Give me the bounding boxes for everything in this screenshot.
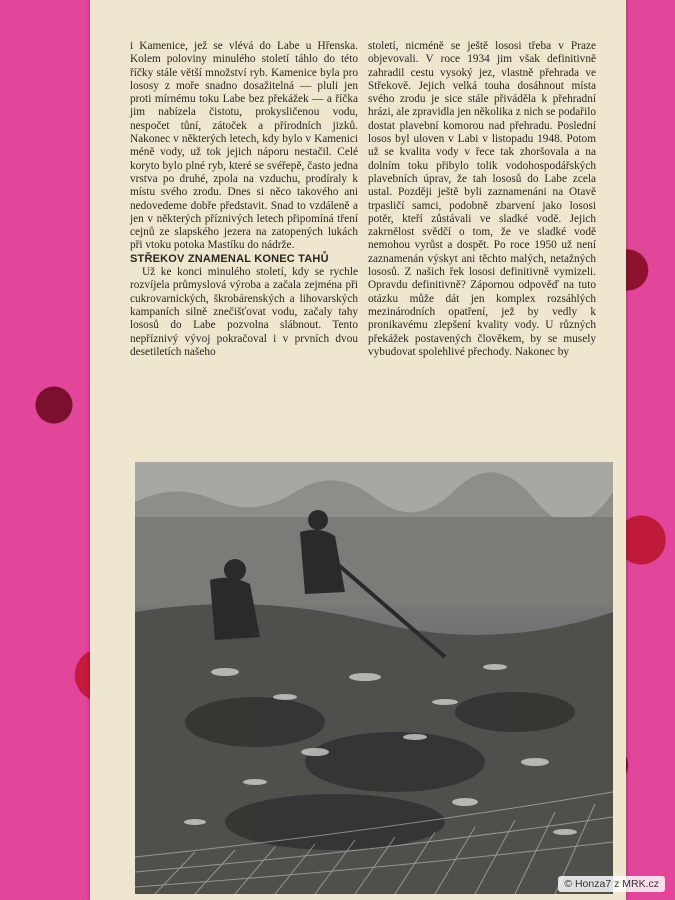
fishing-photo <box>135 462 613 894</box>
article-right-column <box>368 40 596 359</box>
copyright-watermark: © Honza7 z MRK.cz <box>558 876 665 892</box>
article-left-column <box>130 40 358 359</box>
article-paragraph: století, nicméně se ještě lososi třeba v Praze objevovali. V roce 1934 jim však definitivně zahradil cestu vysoký jez, vlastně přehrada ve Střekově. Jejich velká touha dosáhnout místa svého zrodu je sice stále přiváděla k přehradní hrázi, ale zpravidla jen několika z nich se podařilo dostat plavební komorou nad přehradu. Poslední losos byl uloven v Labi v listopadu 1948. Potom už se kvalita vody v řece tak zhoršovala a na dolním toku přibylo tolik vodohospodářských plavebních úprav, že tah lososů do Labe zcela ustal. Později ještě byli zaznamenáni na Otavě trpasličí samci, podobně zbarvení jako lososi potěr, kteří zůstávali ve sladké vodě. Jejich zakrnělost svědčí o tom, že ve sladké vodě nemohou vyrůst a dospět. Po roce 1950 už není zaznamenán výskyt ani těchto malých, netažných lososů. Z našich řek lososi definitivně vymizeli. Opravdu definitivně? Zápornou odpověď na tuto otázku může dát jen komplex rozsáhlých mezinárodních opatření, jež by vedly k pronikavému zlepšení kvality vody. U různých překážek postavených člověkem, by se musely vybudovat spolehlivé přechody. Nakonec by <box>368 40 596 358</box>
article-paragraph: Už ke konci minulého století, kdy se rychle rozvíjela průmyslová výroba a začala zejména při cukrovarnických, škrobárenských a lihovarských kampaních silně znečišťovat vodu, začaly tahy lososů do Labe pozvolna slábnout. Tento nepříznivý vývoj pokračoval i v prvních dvou desetiletích našeho <box>130 266 358 358</box>
newspaper-clipping <box>90 0 626 900</box>
article-subheading: STŘEKOV ZNAMENAL KONEC TAHŮ <box>130 252 329 265</box>
fishing-net-photo-icon <box>135 462 613 894</box>
article-paragraph: i Kamenice, jež se vlévá do Labe u Hřenska. Kolem poloviny minulého století táhlo do této říčky stále větší množství ryb. Kamenice byla pro lososy z moře snadno dosažitelná — pluli jen proti mírnému toku Labe bez překážek — a říčka jim nabízela čistotu, prokysličenou vodu, nespočet tůní, zátoček a přírodních jizků. Nakonec v některých letech, kdy bylo v Kamenici méně vody, už tok jejich náporu nestačil. Celé koryto bylo plné ryb, které se svéřepě, často jedna vrstva po druhé, zpola na vzduchu, prodíraly k místu svého zrodu. Dnes si něco takového ani nedovedeme dobře představit. Snad to vzdáleně a jen v některých příznivých letech připomíná tření cejnů ze slapského jezera na zatopených lukách při vtoku potoka Mastíku do nádrže. <box>130 40 358 252</box>
